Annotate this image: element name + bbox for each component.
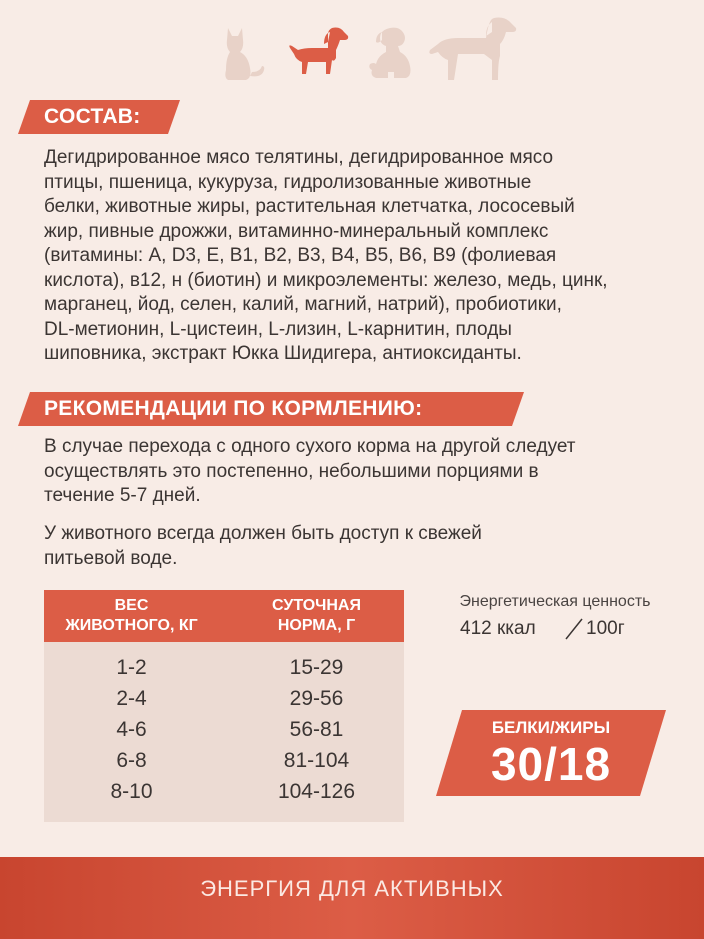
table-cell-weight: 2-4 bbox=[116, 687, 147, 710]
feeding-paragraph-2 bbox=[44, 522, 482, 571]
header-weight-line: ЖИВОТНОГО, КГ bbox=[65, 617, 198, 634]
cat-icon bbox=[218, 24, 268, 82]
footer-text: ЭНЕРГИЯ ДЛЯ АКТИВНЫХ bbox=[200, 876, 504, 901]
composition-line: шиповника, экстракт Юкка Шидигера, антиоксиданты. bbox=[44, 343, 522, 364]
table-cell-norm: 56-81 bbox=[289, 718, 344, 741]
composition-line: птицы, пшеница, кукуруза, гидролизованные животные bbox=[44, 171, 532, 193]
table-cell-norm: 104-126 bbox=[277, 780, 356, 803]
feeding-table bbox=[44, 590, 404, 822]
feeding-line: течение 5-7 дней. bbox=[44, 485, 201, 506]
composition-line: Дегидрированное мясо телятины, дегидрированное мясо bbox=[44, 147, 554, 168]
feeding-title: РЕКОМЕНДАЦИИ ПО КОРМЛЕНИЮ: bbox=[44, 397, 423, 420]
composition-line: белки, животные жиры, растительная клетчатка, лососевый bbox=[44, 196, 575, 217]
header-norm-line: СУТОЧНАЯ bbox=[272, 597, 361, 614]
table-body bbox=[44, 642, 404, 822]
header-weight bbox=[44, 596, 219, 636]
animal-icons bbox=[218, 12, 518, 82]
composition-title: СОСТАВ: bbox=[44, 105, 141, 128]
composition-line: марганец, йод, селен, калий, магний, натрий), пробиотики, bbox=[44, 294, 562, 315]
table-cell-norm: 81-104 bbox=[283, 749, 350, 772]
feeding-line: питьевой воде. bbox=[44, 547, 178, 569]
header-norm-line: НОРМА, Г bbox=[277, 617, 356, 634]
table-cell-weight: 4-6 bbox=[116, 718, 147, 741]
table-cell-norm: 15-29 bbox=[289, 656, 344, 679]
composition-text bbox=[44, 146, 608, 367]
energy-value: 412 ккал bbox=[460, 618, 536, 639]
protein-fat-value: 30/18 bbox=[490, 738, 612, 790]
composition-line: жир, пивные дрожжи, витаминно-минеральный комплекс bbox=[44, 220, 549, 242]
feeding-paragraph-1 bbox=[44, 435, 576, 509]
puppy-icon bbox=[366, 26, 416, 80]
energy-per: 100г bbox=[586, 618, 625, 639]
energy-label: Энергетическая ценность bbox=[459, 593, 651, 610]
composition-line: кислота), в12, н (биотин) и микроэлементы: железо, медь, цинк, bbox=[44, 269, 608, 291]
header-norm bbox=[229, 596, 404, 636]
protein-fat-title: БЕЛКИ/ЖИРЫ bbox=[491, 718, 611, 737]
table-cell-weight: 1-2 bbox=[116, 656, 147, 679]
composition-line: DL-метионин, L-цистеин, L-лизин, L-карнитин, плоды bbox=[44, 318, 512, 340]
slash-divider bbox=[562, 617, 586, 641]
small-dog-icon bbox=[288, 26, 350, 80]
composition-line: (витамины: A, D3, E, B1, B2, B3, B4, B5, B6, B9 (фолиевая bbox=[44, 245, 557, 266]
table-cell-weight: 8-10 bbox=[110, 780, 153, 803]
table-cell-weight: 6-8 bbox=[116, 749, 147, 772]
table-header bbox=[44, 590, 404, 642]
large-dog-icon bbox=[428, 14, 518, 82]
table-cell-norm: 29-56 bbox=[289, 687, 344, 710]
feeding-line: В случае перехода с одного сухого корма на другой следует bbox=[44, 436, 576, 457]
feeding-line: У животного всегда должен быть доступ к свежей bbox=[44, 523, 482, 544]
feeding-line: осуществлять это постепенно, небольшими порциями в bbox=[44, 460, 539, 482]
header-weight-line: ВЕС bbox=[114, 597, 149, 614]
